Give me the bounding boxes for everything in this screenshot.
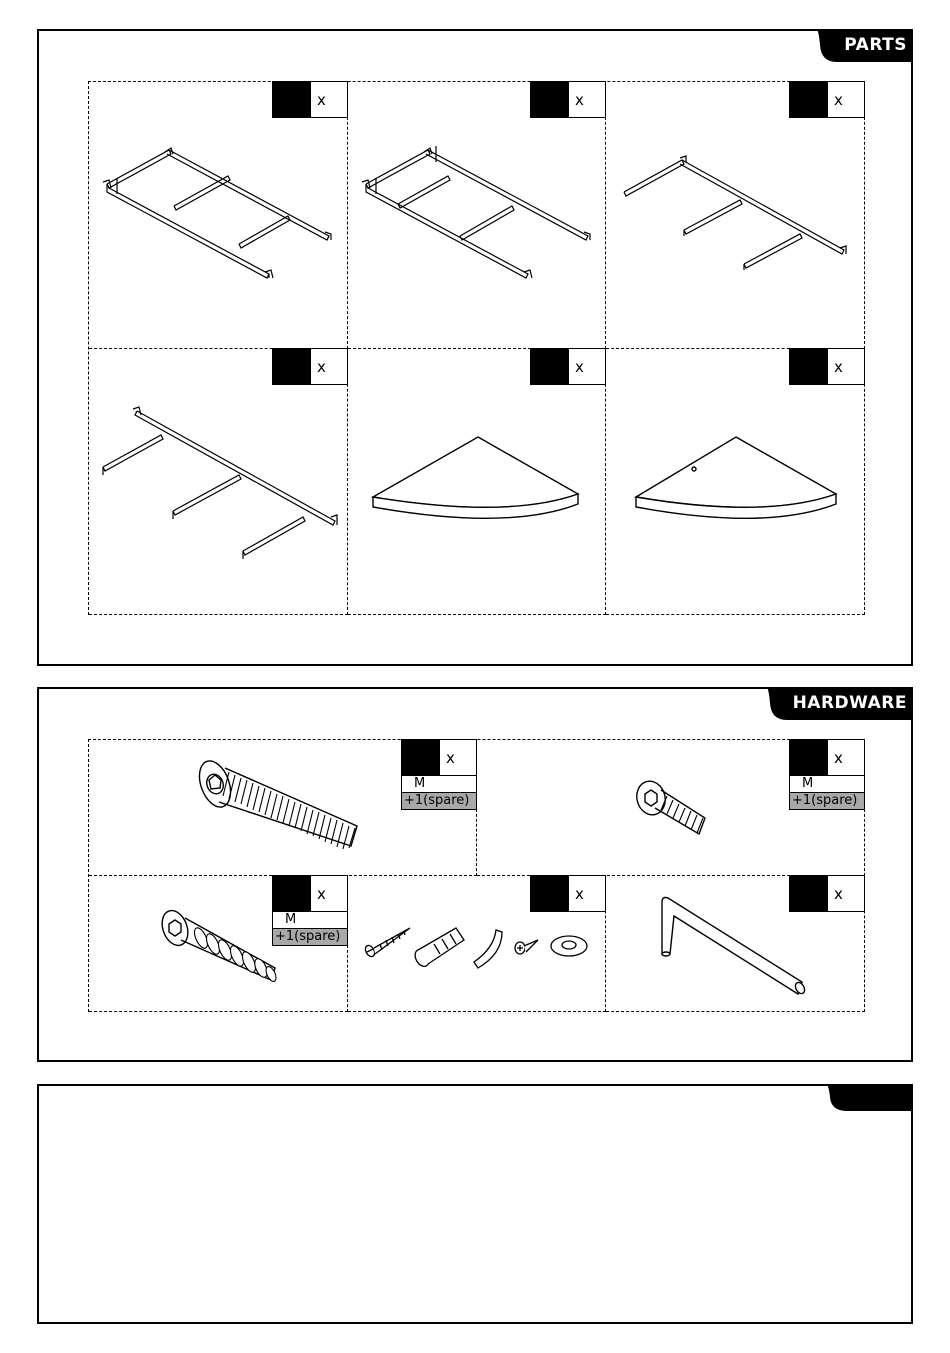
hardware-cell-short-bolt [477,740,865,876]
qty-label [401,739,477,810]
part-cell-comb-frame-long [89,349,348,615]
qty-multiplier: x [575,90,584,109]
qty-label [272,875,348,946]
blank-tab [827,1084,913,1117]
hardware-tab-label: HARDWARE [792,693,907,713]
qty-label [530,875,606,912]
qty-label [789,739,865,810]
qty-multiplier: x [834,884,843,903]
qty-number [531,349,569,384]
spare-label: +1(spare) [272,929,348,946]
hardware-section [37,687,913,1062]
spare-label: +1(spare) [401,793,477,810]
part-cell-corner-shelf-plain [348,349,606,615]
qty-label [789,81,865,118]
part-cell-ladder-frame-a [89,82,348,349]
qty-number [273,82,311,117]
hardware-grid [88,739,865,1012]
qty-number [531,82,569,117]
hardware-cell-allen-key [606,876,865,1012]
spare-label: +1(spare) [789,793,865,810]
part-cell-comb-frame-short [606,82,865,349]
hardware-cell-cam-screw [89,876,348,1012]
corner-shelf-illustration [348,349,606,615]
hardware-tab [767,687,913,720]
qty-multiplier: x [834,357,843,376]
hardware-cell-long-bolt [89,740,477,876]
qty-multiplier: x [317,90,326,109]
qty-number [273,876,311,911]
qty-number [402,740,440,775]
ladder-frame-illustration [348,82,606,349]
qty-label [272,81,348,118]
qty-multiplier: x [317,357,326,376]
comb-frame-illustration [606,82,865,349]
qty-label [789,875,865,912]
qty-number [790,876,828,911]
qty-label [530,81,606,118]
qty-number [273,349,311,384]
parts-section [37,29,913,666]
qty-label [789,348,865,385]
qty-multiplier: x [446,748,455,767]
qty-number [531,876,569,911]
size-label: M [272,912,348,929]
blank-section [37,1084,913,1324]
part-cell-corner-shelf-hole [606,349,865,615]
size-label: M [789,776,865,793]
qty-multiplier: x [317,884,326,903]
corner-shelf-illustration [606,349,865,615]
comb-frame-illustration [89,349,348,615]
parts-tab-label: PARTS [844,35,907,55]
size-label: M [401,776,477,793]
qty-number [790,349,828,384]
qty-number [790,740,828,775]
qty-multiplier: x [575,357,584,376]
parts-tab [817,29,913,62]
qty-multiplier: x [834,748,843,767]
part-cell-ladder-frame-b [348,82,606,349]
parts-grid [88,81,865,615]
blank-tab-shape [827,1084,913,1117]
qty-number [790,82,828,117]
qty-multiplier: x [834,90,843,109]
hardware-cell-wall-anchor-kit [348,876,606,1012]
qty-label [530,348,606,385]
qty-multiplier: x [575,884,584,903]
ladder-frame-illustration [89,82,348,349]
qty-label [272,348,348,385]
